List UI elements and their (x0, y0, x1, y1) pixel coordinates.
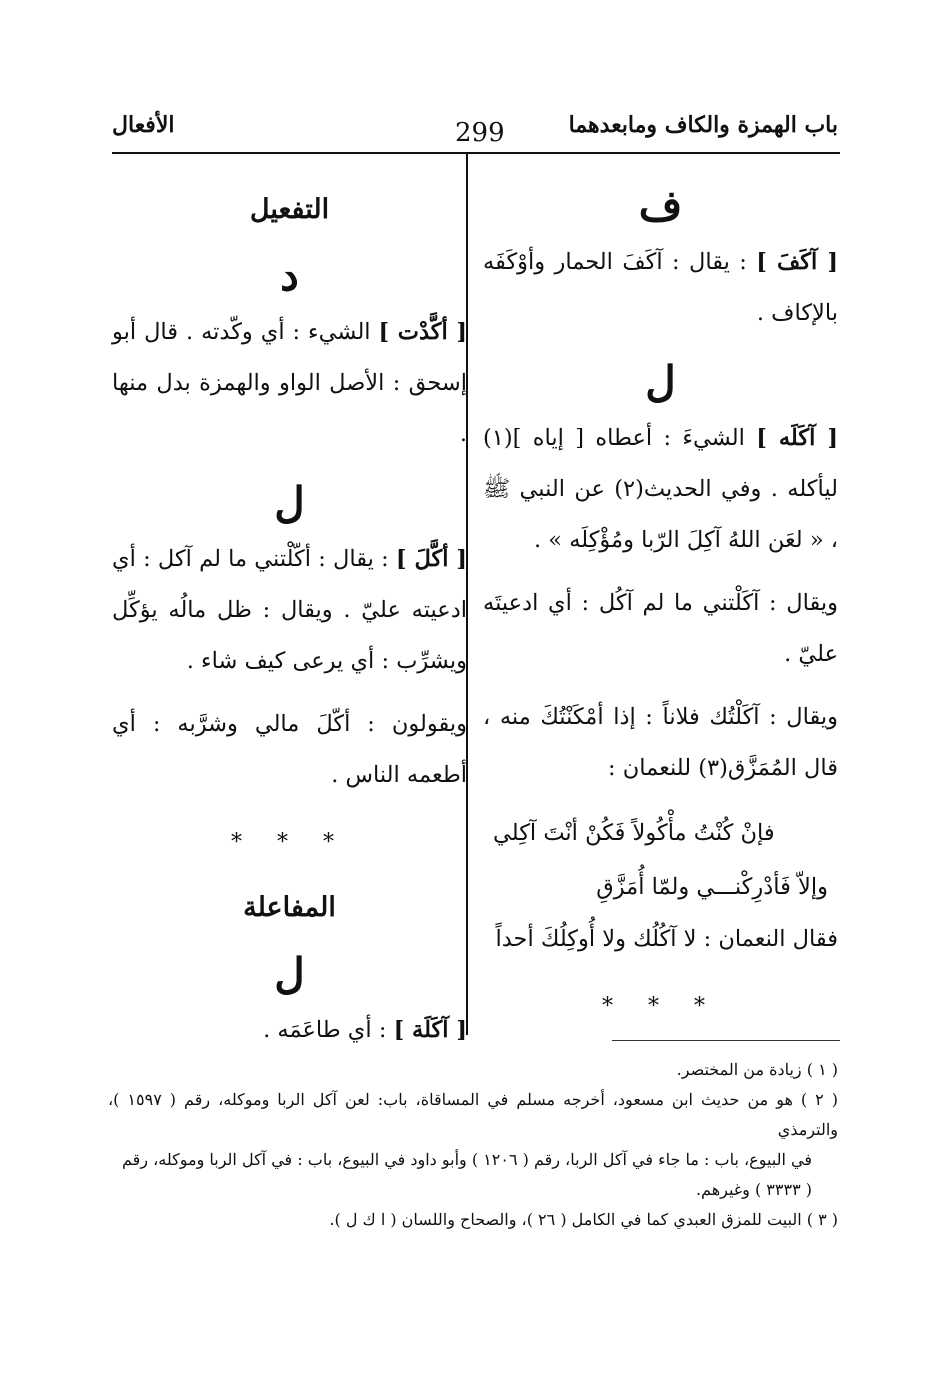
footnote-3: ( ٣ ) البيت للمزق العبدي كما في الكامل ( ٢٦ )، والصحاح واللسان ( ا ك ل ). (329, 1210, 838, 1229)
poetry-verse (483, 806, 838, 914)
entry-paragraph: ويقولون : أكّلَ مالي وشرَّبه : أي أطعمه الناس . (112, 711, 467, 788)
entry-text: : يقال : آكَفَ الحمار وأوْكَفَه بالإكاف . (483, 249, 838, 326)
entry-aakalahu (112, 1005, 467, 1056)
section-title: الأفعال (112, 112, 175, 138)
footnote-2-cont: ( ٣٣٣٣ ) وغيرهم. (695, 1180, 812, 1199)
entry-paragraph: ويقال : آكَلْتني ما لم آكُل : أي ادعيتَه عليّ . (483, 590, 838, 667)
entry-akaf (483, 237, 838, 339)
chapter-title: باب الهمزة والكاف ومابعدهما (568, 112, 838, 138)
footnotes (108, 1055, 838, 1235)
entry-headword: [ آكَفَ ] (756, 249, 839, 275)
entry-akkala (112, 534, 467, 687)
section-heading-mufaala: المفاعلة (243, 892, 336, 923)
right-column (483, 175, 838, 1037)
entry-paragraph: ويقال : آكَلْتُك فلاناً : إذا أمْكَنْتُكَ منه ، قال المُمَزَّق(٣) للنعمان : (483, 704, 838, 781)
entry-headword: [ آكَلَه ] (756, 425, 839, 451)
section-heading-tafil: التفعيل (249, 194, 330, 225)
entry-headword: [ أكَّلَ ] (395, 546, 467, 572)
entry-akkadtu (112, 307, 467, 460)
entry-text: : يقال : أكّلْتني ما لم آكل : أي ادعيته عليّ . ويقال : ظل مالُه يؤكِّل ويشرِّب : أي يرعى كيف شاء . (112, 546, 467, 674)
entry-headword: [ آكَلَة ] (393, 1017, 467, 1043)
section-separator: * * * (602, 994, 719, 1019)
footnote-1: ( ١ ) زيادة من المختصر. (676, 1060, 838, 1079)
letter-heading-l: ل (274, 949, 305, 998)
entry-headword: [ أكَّدْت ] (378, 319, 468, 345)
page-number: 299 (455, 118, 505, 148)
verse-hemistich-1: فإنْ كُنْتُ مأْكُولاً فَكُنْ أنْتَ آكِلي (493, 820, 775, 846)
header-rule (112, 152, 840, 154)
verse-hemistich-2: وإلاّ فَأدْرِكْنـــي ولمّا أُمَزَّقِ (596, 874, 828, 900)
entry-text: الشيء : أي وكّدته . قال أبو إسحق : الأصل الواو والهمزة بدل منها . (112, 319, 467, 447)
entry-akalahu (483, 413, 838, 566)
footnote-2-cont: في البيوع، باب : ما جاء في آكل الربا، رقم ( ١٢٠٦ ) وأبو داود في البيوع، باب : في آكل الربا وموكله، رقم (121, 1150, 812, 1169)
footnote-rule (612, 1040, 840, 1041)
letter-heading-d: د (280, 251, 299, 300)
entry-paragraph: فقال النعمان : لا آكُلُك ولا أُوكِلُكَ أحداً (495, 926, 838, 952)
left-column (112, 175, 467, 1068)
letter-heading-l: ل (274, 478, 305, 527)
footnote-2: ( ٢ ) هو من حديث ابن مسعود، أخرجه مسلم في المساقاة، باب: لعن آكل الربا وموكله، رقم ( ١٥٩٧ )، والترمذي (108, 1090, 839, 1139)
letter-heading-f: ف (638, 181, 683, 230)
section-separator: * * * (231, 830, 348, 855)
letter-heading-l: ل (645, 357, 676, 406)
entry-text: : أي طاعَمَه . (263, 1017, 387, 1043)
entry-text: الشيءَ : أعطاه [ إياه ](١) ليأكله . وفي الحديث(٢) عن النبي ﷺ ، « لعَن اللهُ آكِلَ الرّبا ومُؤْكِلَه » . (483, 425, 838, 553)
